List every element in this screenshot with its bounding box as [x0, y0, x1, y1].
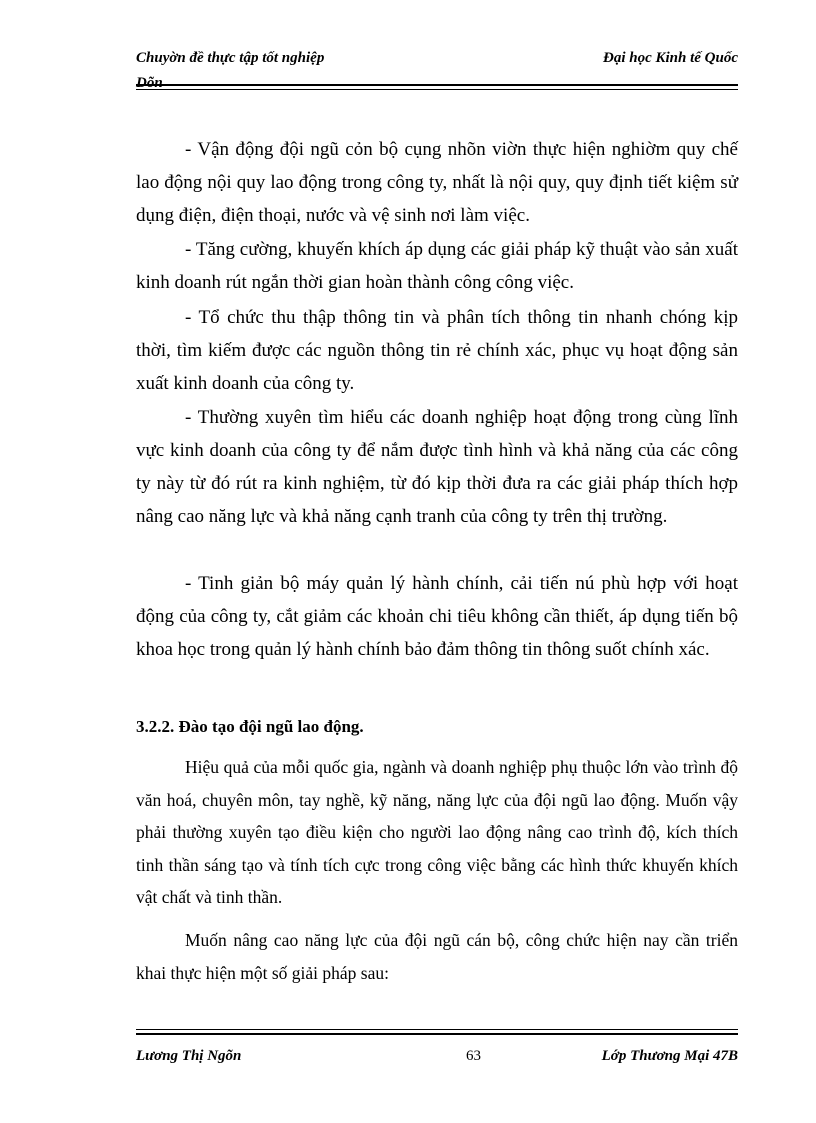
- body-paragraph-1: - Vận động đội ngũ cỏn bộ cụng nhõn viờn thực hiện nghiờm quy chế lao động nội quy lao động trong công ty, nhất là nội quy, quy định tiết kiệm sử dụng điện, điện thoại, nước và vệ sinh nơi làm việc.: [136, 139, 738, 226]
- body-paragraph-3: - Tổ chức thu thập thông tin và phân tích thông tin nhanh chóng kịp thời, tìm kiếm được các nguồn thông tin rẻ chính xác, phục vụ hoạt động sản xuất kinh doanh của công ty.: [136, 307, 738, 394]
- section-paragraph-2: Muốn nâng cao năng lực của đội ngũ cán bộ, công chức hiện nay cần triển khai thực hiện một số giải pháp sau:: [136, 930, 738, 983]
- header-rule-thin: [136, 89, 738, 90]
- body-paragraph-5: - Tinh giản bộ máy quản lý hành chính, cải tiến nú phù hợp với hoạt động của công ty, cắt giảm các khoản chi tiêu không cần thiết, áp dụng tiến bộ khoa học trong quản lý hành chính bảo đảm thông tin thông suốt chính xác.: [136, 573, 738, 660]
- header-rule-thick: [136, 84, 738, 86]
- footer-rule-thick: [136, 1033, 738, 1035]
- header-wrap-text: Dõn: [136, 75, 163, 91]
- section-heading: 3.2.2. Đào tạo đội ngũ lao động.: [136, 717, 364, 736]
- header-right-text: Đại học Kinh tế Quốc: [602, 50, 738, 66]
- page-number: 63: [466, 1048, 481, 1064]
- body-paragraph-2: - Tăng cường, khuyến khích áp dụng các giải pháp kỹ thuật vào sản xuất kinh doanh rút ngắn thời gian hoàn thành công công việc.: [136, 239, 738, 293]
- footer-rule-thin: [136, 1029, 738, 1030]
- header-left-text: Chuyờn đề thực tập tốt nghiệp: [136, 50, 325, 66]
- body-paragraph-4: - Thường xuyên tìm hiểu các doanh nghiệp hoạt động trong cùng lĩnh vực kinh doanh của công ty để nắm được tình hình và khả năng của các công ty này từ đó rút ra kinh nghiệm, từ đó kịp thời đưa ra các giải pháp thích hợp nâng cao năng lực và khả năng cạnh tranh của công ty trên thị trường.: [136, 407, 738, 527]
- section-paragraph-1: Hiệu quả của mỗi quốc gia, ngành và doanh nghiệp phụ thuộc lớn vào trình độ văn hoá, chuyên môn, tay nghề, kỹ năng, năng lực của đội ngũ lao động. Muốn vậy phải thường xuyên tạo điều kiện cho người lao động nâng cao trình độ, kích thích tinh thần sáng tạo và tính tích cực trong công việc bằng các hình thức khuyến khích vật chất và tinh thần.: [136, 757, 738, 907]
- footer-author: Lương Thị Ngõn: [136, 1048, 242, 1064]
- footer-class: Lớp Thương Mại 47B: [601, 1048, 738, 1064]
